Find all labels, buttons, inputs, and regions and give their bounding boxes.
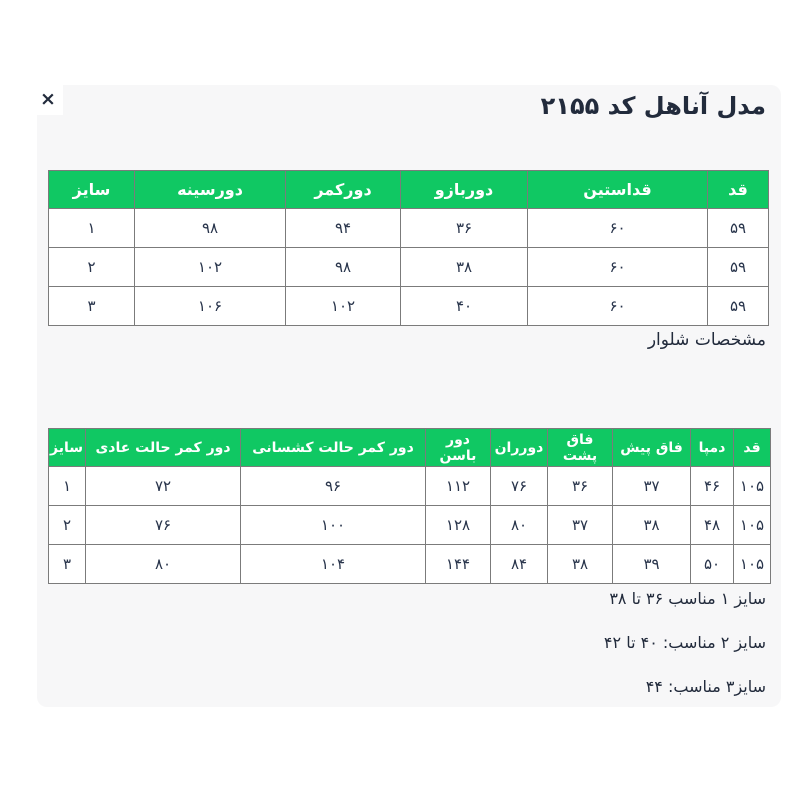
- table-cell: ۹۸: [135, 209, 286, 248]
- pants-spec-label: مشخصات شلوار: [647, 330, 766, 350]
- column-header: فاق پیش: [613, 429, 691, 467]
- table-cell: ۱۴۴: [426, 545, 491, 584]
- table-header-row: [49, 171, 769, 209]
- size-note-2: سایز ۲ مناسب: ۴۰ تا ۴۲: [603, 633, 766, 652]
- table-cell: ۶۰: [528, 248, 708, 287]
- column-header: دور باسن: [426, 429, 491, 467]
- pants-table-body: [49, 467, 771, 584]
- table-cell: ۱۰۰: [241, 506, 426, 545]
- close-icon: ×: [40, 88, 56, 110]
- table-row: [49, 248, 769, 287]
- table-cell: ۷۶: [491, 467, 548, 506]
- table-cell: ۱۰۵: [734, 467, 771, 506]
- table-cell: ۱۰۲: [135, 248, 286, 287]
- table-cell: ۵۰: [691, 545, 734, 584]
- table-header-row: [49, 429, 771, 467]
- shirt-size-table: [48, 170, 769, 326]
- table-cell: ۳۸: [548, 545, 613, 584]
- table-cell: ۳: [49, 545, 86, 584]
- table-cell: ۸۴: [491, 545, 548, 584]
- table-cell: ۳۸: [401, 248, 528, 287]
- table-cell: ۲: [49, 506, 86, 545]
- column-header: فاق پشت: [548, 429, 613, 467]
- table-row: [49, 287, 769, 326]
- table-cell: ۲: [49, 248, 135, 287]
- table-row: [49, 545, 771, 584]
- table-cell: ۱۲۸: [426, 506, 491, 545]
- column-header: قد: [734, 429, 771, 467]
- shirt-table-header: [49, 171, 769, 209]
- table-cell: ۹۶: [241, 467, 426, 506]
- table-cell: ۷۲: [86, 467, 241, 506]
- table-cell: ۳۸: [613, 506, 691, 545]
- table-cell: ۳: [49, 287, 135, 326]
- table-cell: ۷۶: [86, 506, 241, 545]
- table-cell: ۱: [49, 467, 86, 506]
- column-header: دورران: [491, 429, 548, 467]
- column-header: دورکمر: [286, 171, 401, 209]
- table-row: [49, 467, 771, 506]
- table-cell: ۵۹: [708, 287, 769, 326]
- table-cell: ۵۹: [708, 209, 769, 248]
- pants-table-header: [49, 429, 771, 467]
- table-cell: ۱۰۵: [734, 545, 771, 584]
- column-header: قداستین: [528, 171, 708, 209]
- column-header: دور کمر حالت عادی: [86, 429, 241, 467]
- table-cell: ۸۰: [86, 545, 241, 584]
- close-button[interactable]: [33, 83, 63, 115]
- table-cell: ۳۷: [613, 467, 691, 506]
- table-cell: ۳۹: [613, 545, 691, 584]
- table-cell: ۳۶: [548, 467, 613, 506]
- column-header: دور کمر حالت کشسانی: [241, 429, 426, 467]
- column-header: دمپا: [691, 429, 734, 467]
- size-note-1: سایز ۱ مناسب ۳۶ تا ۳۸: [609, 589, 766, 608]
- table-cell: ۴۸: [691, 506, 734, 545]
- table-row: [49, 209, 769, 248]
- column-header: سایز: [49, 171, 135, 209]
- page-title: مدل آناهل کد ۲۱۵۵: [540, 92, 766, 120]
- table-row: [49, 506, 771, 545]
- table-cell: ۶۰: [528, 287, 708, 326]
- table-cell: ۶۰: [528, 209, 708, 248]
- size-note-3: سایز۳ مناسب: ۴۴: [645, 677, 766, 696]
- table-cell: ۵۹: [708, 248, 769, 287]
- table-cell: ۹۸: [286, 248, 401, 287]
- shirt-table-body: [49, 209, 769, 326]
- table-cell: ۳۷: [548, 506, 613, 545]
- table-cell: ۱۰۲: [286, 287, 401, 326]
- table-cell: ۱: [49, 209, 135, 248]
- table-cell: ۱۰۵: [734, 506, 771, 545]
- table-cell: ۳۶: [401, 209, 528, 248]
- table-cell: ۸۰: [491, 506, 548, 545]
- column-header: دوربازو: [401, 171, 528, 209]
- column-header: سایز: [49, 429, 86, 467]
- table-cell: ۴۰: [401, 287, 528, 326]
- column-header: دورسینه: [135, 171, 286, 209]
- table-cell: ۱۰۶: [135, 287, 286, 326]
- table-cell: ۴۶: [691, 467, 734, 506]
- table-cell: ۱۰۴: [241, 545, 426, 584]
- pants-size-table: [48, 428, 771, 584]
- column-header: قد: [708, 171, 769, 209]
- table-cell: ۹۴: [286, 209, 401, 248]
- table-cell: ۱۱۲: [426, 467, 491, 506]
